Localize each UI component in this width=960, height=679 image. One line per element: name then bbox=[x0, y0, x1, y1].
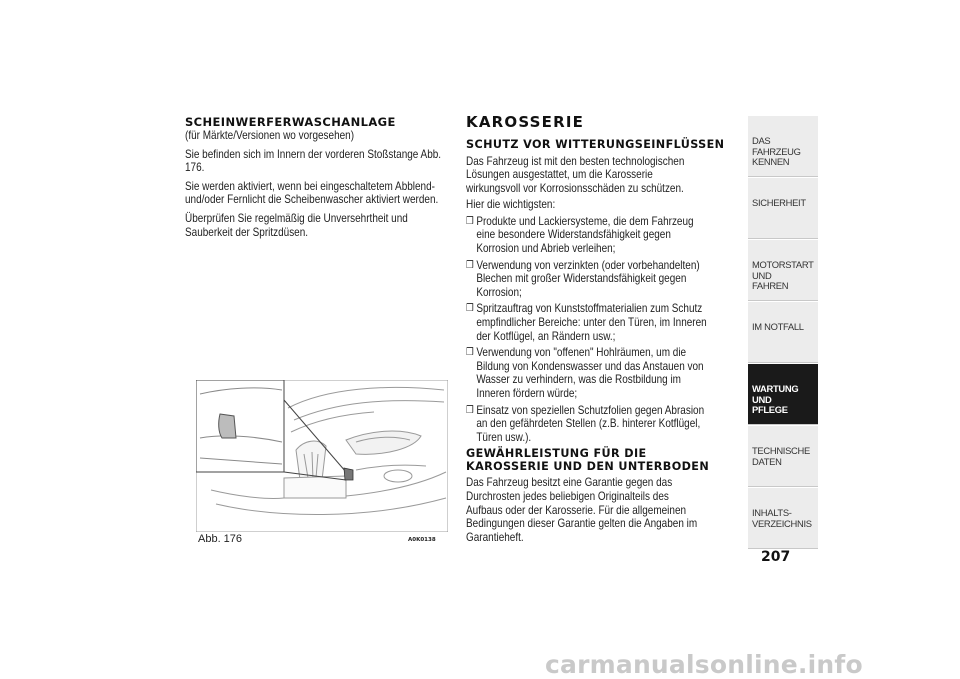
paragraph: Überprüfen Sie regelmäßig die Unversehrtheit und Sauberkeit der Spritzdüsen. bbox=[185, 211, 408, 239]
left-column bbox=[185, 115, 485, 244]
paragraph: Hier die wichtigsten: bbox=[466, 198, 556, 212]
checkbox-bullet-icon: ❒ bbox=[466, 259, 474, 271]
car-front-illustration bbox=[196, 380, 448, 532]
right-column bbox=[466, 113, 746, 547]
protection-list bbox=[466, 215, 707, 445]
figure-caption: Abb. 176 bbox=[198, 533, 243, 545]
sidebar-tab-das-fahrzeug-kennen[interactable]: DAS FAHRZEUG KENNEN bbox=[748, 116, 818, 177]
section-heading-weather-protection: SCHUTZ VOR WITTERUNGSEINFLÜSSEN bbox=[466, 138, 725, 151]
checkbox-bullet-icon: ❒ bbox=[466, 404, 474, 416]
watermark: carmanualsonline.info bbox=[545, 650, 863, 679]
sidebar-tab-sicherheit[interactable]: SICHERHEIT bbox=[748, 178, 818, 239]
list-item: ❒ Verwendung von verzinkten (oder vorbehandelten) Blechen mit großer Widerstandsfähigkeit gegen Korrosion; bbox=[466, 258, 700, 299]
section-heading-warranty: GEWÄHRLEISTUNG FÜR DIE KAROSSERIE UND DEN UNTERBODEN bbox=[466, 447, 710, 473]
chapter-title: KAROSSERIE bbox=[466, 113, 585, 131]
paragraph: Sie befinden sich im Innern der vorderen Stoßstange Abb. 176. bbox=[185, 147, 442, 175]
paragraph: Das Fahrzeug ist mit den besten technologischen Lösungen ausgestattet, um die Karosserie wirkungsvoll vor Korrosionsschäden zu schützen. bbox=[466, 154, 685, 195]
sidebar-tab-wartung-und-pflege[interactable]: WARTUNG UND PFLEGE bbox=[748, 364, 818, 425]
section-heading-headlamp-washer: SCHEINWERFERWASCHANLAGE bbox=[185, 115, 396, 129]
chapter-sidebar bbox=[748, 116, 818, 550]
sidebar-tab-im-notfall[interactable]: IM NOTFALL bbox=[748, 302, 818, 363]
checkbox-bullet-icon: ❒ bbox=[466, 303, 474, 315]
market-note: (für Märkte/Versionen wo vorgesehen) bbox=[185, 129, 355, 142]
sidebar-tab-inhaltsverzeichnis[interactable]: INHALTS- VERZEICHNIS bbox=[748, 488, 818, 549]
paragraph: Sie werden aktiviert, wenn bei eingeschaltetem Abblend- und/oder Fernlicht die Scheibenwascher aktiviert werden. bbox=[185, 179, 439, 207]
list-item: ❒ Produkte und Lackiersysteme, die dem Fahrzeug eine besondere Widerstandsfähigkeit gegen Korrosion und Abrieb verleihen; bbox=[466, 214, 694, 256]
list-item: ❒ Spritzauftrag von Kunststoffmaterialien zum Schutz empfindlicher Bereiche: unter den Türen, im Inneren der Kotflügel, an Rändern usw.; bbox=[466, 302, 707, 343]
sidebar-tab-motorstart-und-fahren[interactable]: MOTORSTART UND FAHREN bbox=[748, 240, 818, 301]
checkbox-bullet-icon: ❒ bbox=[466, 347, 474, 359]
sidebar-tab-technische-daten[interactable]: TECHNISCHE DATEN bbox=[748, 426, 818, 487]
list-item: ❒ Verwendung von "offenen" Hohlräumen, um die Bildung von Kondenswasser und das Anstauen von Wasser zu verhindern, was die Rostbildung im Inneren fördern würde; bbox=[466, 346, 704, 400]
list-item: ❒ Einsatz von speziellen Schutzfolien gegen Abrasion an den gefährdeten Stellen (z.B. hinterer Kotflügel, Türen usw.). bbox=[466, 403, 705, 444]
paragraph: Das Fahrzeug besitzt eine Garantie gegen das Durchrosten jedes beliebigen Originalteils des Aufbaus oder der Karosserie. Für die allgemeinen Bedingungen dieser Garantie gelten die Angaben im Garantieheft. bbox=[466, 476, 698, 544]
page-number: 207 bbox=[761, 549, 791, 565]
figure-code: A0K0138 bbox=[408, 537, 436, 543]
checkbox-bullet-icon: ❒ bbox=[466, 215, 474, 227]
